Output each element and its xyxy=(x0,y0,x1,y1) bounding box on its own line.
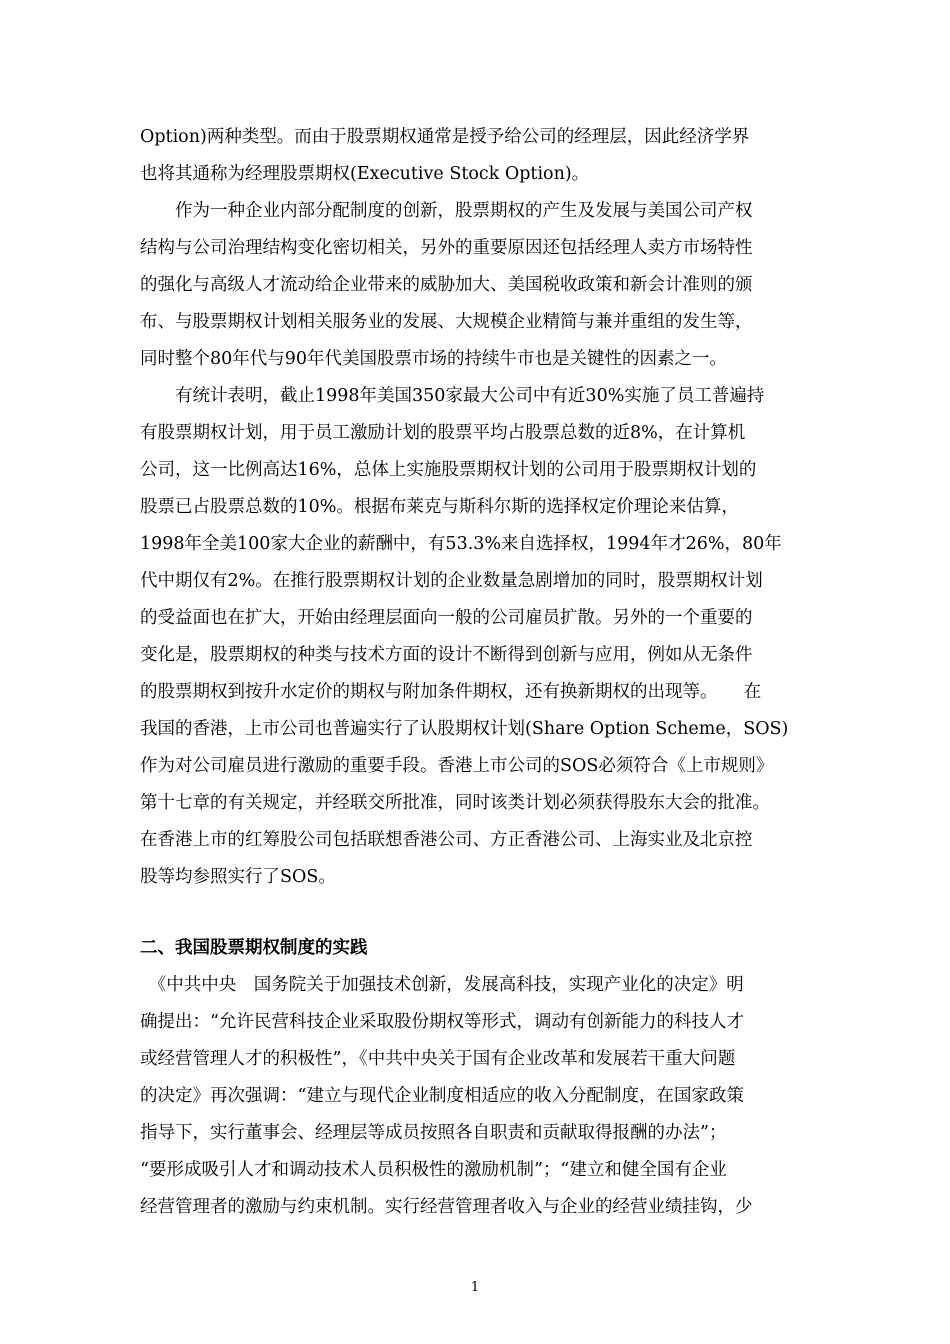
text-line: 股票已占股票总数的10%。根据布莱克与斯科尔斯的选择权定价理论来估算， xyxy=(140,497,739,517)
text-line: “要形成吸引人才和调动技术人员积极性的激励机制”；“建立和健全国有企业 xyxy=(140,1160,727,1180)
text-line: 指导下，实行董事会、经理层等成员按照各自职责和贡献取得报酬的办法”； xyxy=(140,1123,727,1143)
text-line: 第十七章的有关规定，并经联交所批准，同时该类计划必须获得股东大会的批准。 xyxy=(140,793,770,813)
text-line: 作为一种企业内部分配制度的创新，股票期权的产生及发展与美国公司产权 xyxy=(140,201,753,221)
text-line: 1998年全美100家大企业的薪酬中，有53.3%来自选择权，1994年才26%，80年 xyxy=(140,534,782,554)
text-line: 也将其通称为经理股票期权(Executive Stock Option)。 xyxy=(140,164,590,184)
text-line: 公司，这一比例高达16%，总体上实施股票期权计划的公司用于股票期权计划的 xyxy=(140,460,757,480)
text-line: 股等均参照实行了SOS。 xyxy=(140,867,336,887)
text-line: 确提出：“允许民营科技企业采取股份期权等形式，调动有创新能力的科技人才 xyxy=(140,1012,744,1032)
text-line: 的股票期权到按升水定价的期权与附加条件期权，还有换新期权的出现等。 在 xyxy=(140,682,762,702)
text-line: 代中期仅有2%。在推行股票期权计划的企业数量急剧增加的同时，股票期权计划 xyxy=(140,571,763,591)
text-line: Option)两种类型。而由于股票期权通常是授予给公司的经理层，因此经济学界 xyxy=(140,127,750,147)
text-line: 有股票期权计划，用于员工激励计划的股票平均占股票总数的近8%，在计算机 xyxy=(140,423,746,443)
page-number: 1 xyxy=(470,1280,480,1295)
text-line: 的强化与高级人才流动给企业带来的威胁加大、美国税收政策和新会计准则的颁 xyxy=(140,275,753,295)
text-line: 我国的香港，上市公司也普遍实行了认股期权计划(Share Option Scheme，SOS) xyxy=(140,719,789,739)
text-line: 作为对公司雇员进行激励的重要手段。香港上市公司的SOS必须符合《上市规则》 xyxy=(140,756,774,776)
text-line: 的决定》再次强调：“建立与现代企业制度相适应的收入分配制度，在国家政策 xyxy=(140,1086,744,1106)
text-line: 在香港上市的红筹股公司包括联想香港公司、方正香港公司、上海实业及北京控 xyxy=(140,830,753,850)
text-line: 经营管理者的激励与约束机制。实行经营管理者收入与企业的经营业绩挂钩，少 xyxy=(140,1197,753,1217)
text-line: 结构与公司治理结构变化密切相关，另外的重要原因还包括经理人卖方市场特性 xyxy=(140,238,753,258)
text-line: 或经营管理人才的积极性”，《中共中央关于国有企业改革和发展若干重大问题 xyxy=(140,1049,736,1069)
text-line: 有统计表明，截止1998年美国350家最大公司中有近30%实施了员工普遍持 xyxy=(140,386,765,406)
text-line: 同时整个80年代与90年代美国股票市场的持续牛市也是关键性的因素之一。 xyxy=(140,349,728,369)
text-line: 《中共中央 国务院关于加强技术创新，发展高科技，实现产业化的决定》明 xyxy=(140,975,744,995)
section-heading: 二、我国股票期权制度的实践 xyxy=(140,938,368,958)
text-line: 变化是，股票期权的种类与技术方面的设计不断得到创新与应用，例如从无条件 xyxy=(140,645,753,665)
text-line: 的受益面也在扩大，开始由经理层面向一般的公司雇员扩散。另外的一个重要的 xyxy=(140,608,753,628)
text-line: 布、与股票期权计划相关服务业的发展、大规模企业精简与兼并重组的发生等， xyxy=(140,312,753,332)
